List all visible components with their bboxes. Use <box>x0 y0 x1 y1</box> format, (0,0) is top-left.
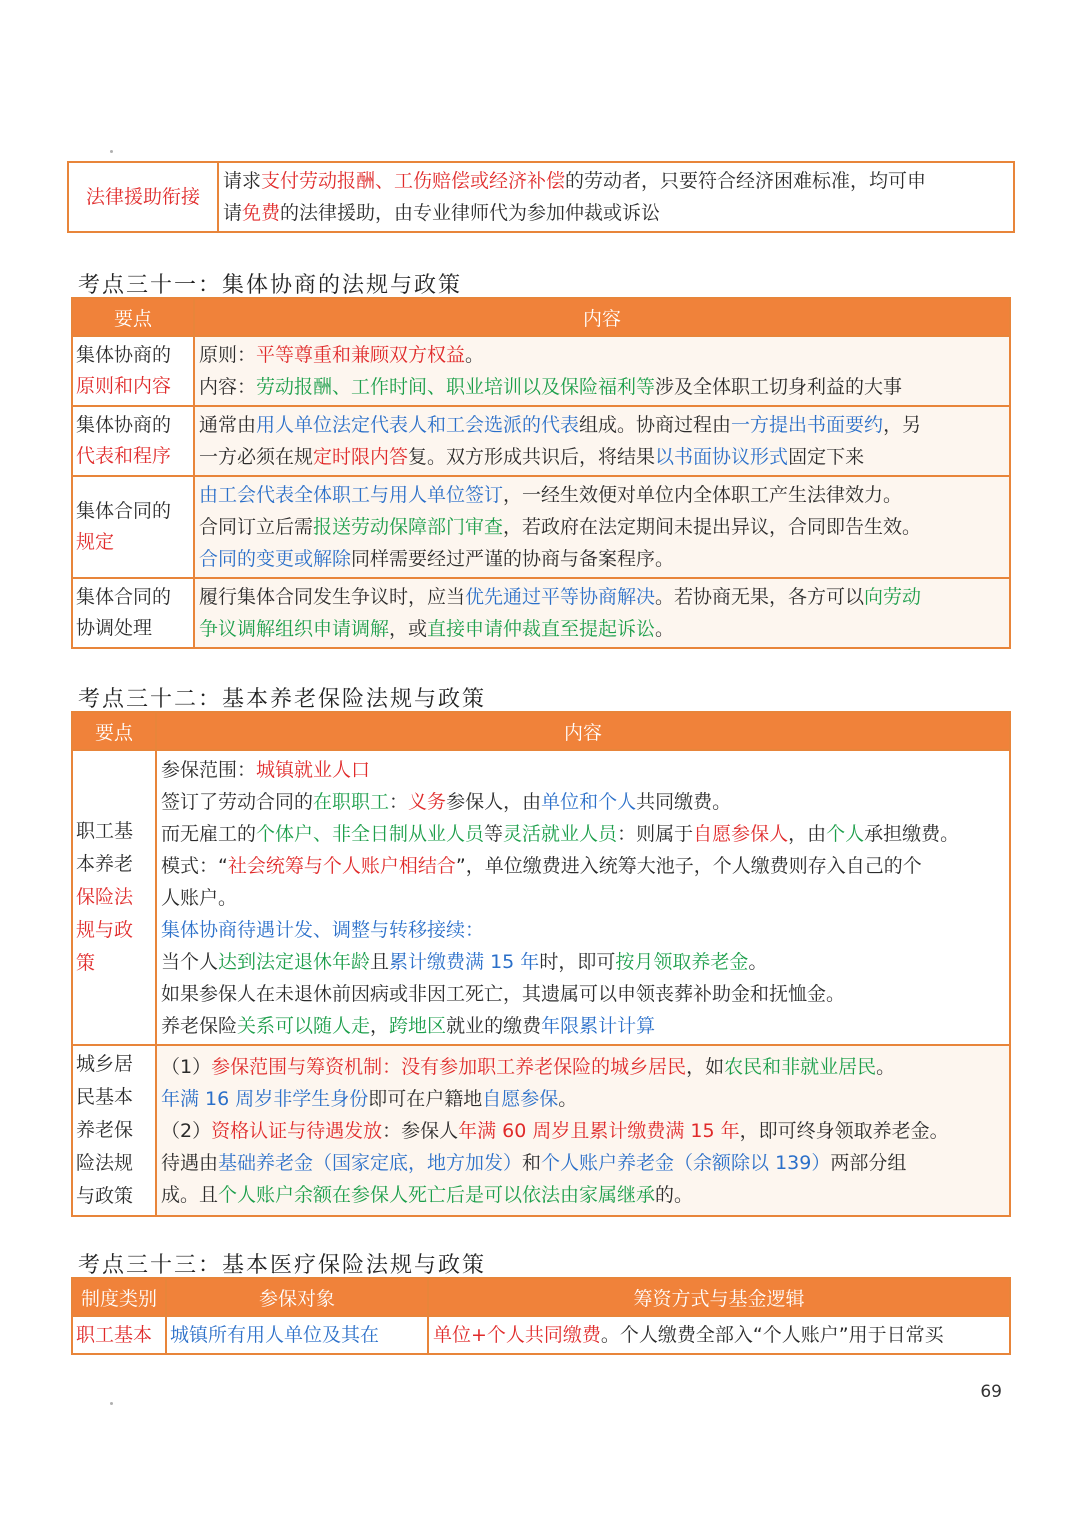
text-segment: 。 <box>876 1055 896 1078</box>
scan-dot <box>110 1402 113 1405</box>
text-segment: 如果参保人在未退休前因病或非因工死亡，其遗属可以申领丧葬补助金和抚恤金。 <box>161 982 846 1005</box>
row-key <box>72 406 194 476</box>
text-segment: 单位和个人 <box>541 790 637 813</box>
text-segment: 平等尊重和兼顾双方权益 <box>256 344 466 366</box>
content-line <box>199 581 1005 613</box>
content-line <box>161 1115 1005 1147</box>
text-segment: 人账户。 <box>161 886 238 909</box>
text-segment: 向劳动 <box>864 586 922 608</box>
text-segment: 年满 60 周岁且累计缴费满 15 年 <box>458 1119 740 1142</box>
section31-table <box>71 297 1011 649</box>
text-segment: ，另 <box>883 414 922 436</box>
section-title-33: 考点三十三：基本医疗保险法规与政策 <box>78 1253 487 1278</box>
text-segment: ，若政府在法定期间未提出异议，合同即告生效。 <box>503 516 922 538</box>
text-segment: 请 <box>223 202 243 224</box>
text-segment: 职工基 <box>76 820 134 842</box>
text-segment: ，或 <box>389 618 428 640</box>
content-line <box>161 882 1005 914</box>
text-segment: 定时限内答 <box>313 446 409 468</box>
text-segment: 的。 <box>655 1183 694 1206</box>
key-line <box>76 613 190 644</box>
text-segment: 请求 <box>223 170 262 192</box>
content-line <box>199 409 1005 441</box>
text-segment: 。若协商无果，各方可以 <box>655 586 865 608</box>
text-segment: 集体合同的 <box>76 500 172 522</box>
cell-line <box>433 1319 1005 1351</box>
key-line <box>76 881 152 914</box>
content-line <box>199 371 1005 403</box>
section-title-31: 考点三十一：集体协商的法规与政策 <box>78 273 463 298</box>
text-segment: 单位+个人共同缴费 <box>433 1324 601 1346</box>
key-line <box>76 582 190 613</box>
row-content <box>194 476 1010 578</box>
key-line <box>76 410 190 441</box>
text-segment: 集体协商的 <box>76 414 172 436</box>
text-segment: （2） <box>161 1119 212 1142</box>
key-line <box>76 815 152 848</box>
row-key <box>72 578 194 648</box>
text-segment: 按月领取养老金 <box>615 950 749 973</box>
content-line <box>199 543 1005 575</box>
header-funding: 筹资方式与基金逻辑 <box>428 1278 1010 1316</box>
row-key <box>68 162 218 232</box>
content-line <box>161 1083 1005 1115</box>
page-number: 69 <box>980 1382 1002 1402</box>
text-segment: ，如 <box>686 1055 725 1078</box>
text-segment: 基础养老金（国家定底，地方加发） <box>218 1151 523 1174</box>
text-segment: 承担缴费。 <box>864 822 960 845</box>
key-line <box>76 1081 152 1114</box>
text-segment: 义务 <box>408 790 447 813</box>
text-segment: 累计缴费满 15 年 <box>389 950 540 973</box>
text-segment: 资格认证与待遇发放 <box>211 1119 383 1142</box>
text-segment: 一方必须在规 <box>199 446 314 468</box>
header-content: 内容 <box>156 712 1010 750</box>
text-segment: 策 <box>76 952 96 974</box>
text-segment: 合同的变更或解除 <box>199 548 352 570</box>
key-line <box>76 527 190 558</box>
text-segment: 原则： <box>199 344 257 366</box>
row-content <box>194 406 1010 476</box>
text-segment: 签订了劳动合同的 <box>161 790 314 813</box>
text-segment: 民基本 <box>76 1086 134 1108</box>
text-segment: 的劳动者，只要符合经济困难标准，均可申 <box>565 170 927 192</box>
content-line <box>199 511 1005 543</box>
content-line <box>199 441 1005 473</box>
text-segment: 的法律援助，由专业律师代为参加仲裁或诉讼 <box>280 202 661 224</box>
text-segment: 待遇由 <box>161 1151 219 1174</box>
row-content <box>156 1045 1010 1216</box>
text-segment: 集体协商的 <box>76 344 172 366</box>
content-line <box>199 479 1005 511</box>
legal-aid-table <box>67 161 1015 233</box>
content-line <box>161 818 1005 850</box>
scan-dot <box>110 150 113 153</box>
cell-line <box>76 1320 162 1351</box>
row-key <box>72 476 194 578</box>
header-key: 要点 <box>72 712 156 750</box>
section33-table <box>71 1277 1011 1355</box>
key-line <box>76 1147 152 1180</box>
row-key <box>72 336 194 406</box>
text-segment: 就业的缴费 <box>446 1014 542 1037</box>
text-segment: 由工会代表全体职工与用人单位签订 <box>199 484 504 506</box>
text-segment: 模式：“ <box>161 854 228 877</box>
text-segment: 达到法定退休年龄 <box>218 950 371 973</box>
key-line <box>76 1180 152 1213</box>
text-segment: 等 <box>484 822 504 845</box>
content-line <box>161 850 1005 882</box>
text-segment: 履行集体合同发生争议时，应当 <box>199 586 466 608</box>
text-segment: 以书面协议形式 <box>655 446 789 468</box>
text-segment: 保险法 <box>76 886 134 908</box>
text-segment: ”，单位缴费进入统筹大池子，个人缴费则存入自己的个 <box>455 854 922 877</box>
content-line <box>161 786 1005 818</box>
header-insured: 参保对象 <box>166 1278 428 1316</box>
text-segment: 养老保 <box>76 1119 134 1141</box>
text-segment: 和 <box>522 1151 542 1174</box>
text-segment: 城乡居 <box>76 1053 134 1075</box>
text-segment: 而无雇工的 <box>161 822 257 845</box>
content-line <box>161 754 1005 786</box>
key-line <box>76 371 190 402</box>
cell-funding <box>428 1316 1010 1354</box>
text-segment: 涉及全体职工切身利益的大事 <box>655 376 903 398</box>
text-segment: 职工基本 <box>76 1323 153 1346</box>
text-segment: 灵活就业人员 <box>503 822 618 845</box>
text-segment: 年满 16 周岁非学生身份 <box>161 1087 369 1110</box>
text-segment: 本养老 <box>76 853 134 875</box>
text-segment: 用人单位法定代表人和工会选派的代表 <box>256 414 580 436</box>
cell-insured <box>166 1316 428 1354</box>
text-segment: 城镇就业人口 <box>256 758 371 781</box>
text-segment: 规与政 <box>76 919 134 941</box>
text-segment: ： <box>389 790 409 813</box>
text-segment: 。 <box>465 344 485 366</box>
key-line <box>76 848 152 881</box>
text-segment: 年限累计计算 <box>541 1014 656 1037</box>
text-segment: 组成。协商过程由 <box>579 414 732 436</box>
text-segment: 自愿参保 <box>482 1087 559 1110</box>
text-segment: 且 <box>370 950 390 973</box>
text-segment: 参保范围与筹资机制：没有参加职工养老保险的城乡居民 <box>211 1055 687 1078</box>
text-segment: ，由 <box>788 822 827 845</box>
text-segment: 直接申请仲裁直至提起诉讼 <box>427 618 656 640</box>
text-segment: 集体合同的 <box>76 586 172 608</box>
key-line <box>76 441 190 472</box>
key-line <box>76 947 152 980</box>
text-segment: 社会统筹与个人账户相结合 <box>227 854 456 877</box>
key-line <box>76 1048 152 1081</box>
text-segment: 个体户、非全日制从业人员 <box>256 822 485 845</box>
text-segment: 两部分组 <box>830 1151 907 1174</box>
text-segment: 内容： <box>199 376 257 398</box>
content-line <box>161 1147 1005 1179</box>
text-segment: 个人 <box>826 822 865 845</box>
row-content <box>194 578 1010 648</box>
text-segment: 支付劳动报酬、工伤赔偿或经济补偿 <box>261 170 566 192</box>
text-segment: 争议调解组织申请调解 <box>199 618 390 640</box>
text-segment: 自愿参保人 <box>693 822 789 845</box>
text-segment: 。 <box>655 618 675 640</box>
content-line <box>161 978 1005 1010</box>
content-line <box>161 1051 1005 1083</box>
row-key <box>72 1045 156 1216</box>
text-segment: 报送劳动保障部门审查 <box>313 516 504 538</box>
text-segment: 个人账户养老金（余额除以 139） <box>541 1151 831 1174</box>
text-segment: 。个人缴费全部入“个人账户”用于日常买 <box>600 1324 944 1346</box>
text-segment: ，一经生效便对单位内全体职工产生法律效力。 <box>503 484 903 506</box>
text-segment: 规定 <box>76 531 115 553</box>
text-segment: 劳动报酬、工作时间、职业培训以及保险福利等 <box>256 376 656 398</box>
text-segment: 合同订立后需 <box>199 516 314 538</box>
text-segment: 个人账户余额在参保人死亡后是可以依法由家属继承 <box>218 1183 656 1206</box>
header-category: 制度类别 <box>72 1278 166 1316</box>
text-segment: 。 <box>558 1087 578 1110</box>
text-segment: （1） <box>161 1055 212 1078</box>
text-segment: 城镇所有用人单位及其在 <box>170 1323 380 1346</box>
text-segment: 关系可以随人走 <box>237 1014 371 1037</box>
text-segment: ：参保人 <box>382 1119 459 1142</box>
cell-category <box>72 1316 166 1354</box>
text-segment: ，即可终身领取养老金。 <box>739 1119 949 1142</box>
text-segment: 跨地区 <box>389 1014 447 1037</box>
text-segment: 代表和程序 <box>76 445 172 467</box>
key-line <box>76 1114 152 1147</box>
content-line <box>161 1179 1005 1211</box>
text-segment: 参保人，由 <box>446 790 542 813</box>
text-segment: 复。双方形成共识后，将结果 <box>408 446 656 468</box>
key-line <box>76 340 190 371</box>
text-segment: 同样需要经过严谨的协商与备案程序。 <box>351 548 675 570</box>
header-content: 内容 <box>194 298 1010 336</box>
content-line <box>161 914 1005 946</box>
content-line <box>223 165 1009 197</box>
text-segment: 协调处理 <box>76 617 153 639</box>
text-segment: ：则属于 <box>617 822 694 845</box>
row-content <box>218 162 1014 232</box>
text-segment: 养老保险 <box>161 1014 238 1037</box>
text-segment: ， <box>370 1014 390 1037</box>
content-line <box>199 339 1005 371</box>
text-segment: 农民和非就业居民 <box>724 1055 877 1078</box>
text-segment: 集体协商待遇计发、调整与转移接续： <box>161 918 485 941</box>
section32-table <box>71 711 1011 1217</box>
text-segment: 即可在户籍地 <box>368 1087 483 1110</box>
row-key-text: 法律援助衔接 <box>85 185 200 208</box>
cell-line <box>170 1320 424 1351</box>
content-line <box>199 613 1005 645</box>
row-content <box>156 750 1010 1045</box>
text-segment: 通常由 <box>199 414 257 436</box>
text-segment: 。 <box>748 950 768 973</box>
text-segment: 原则和内容 <box>76 375 172 397</box>
row-key <box>72 750 156 1045</box>
content-line <box>161 1010 1005 1042</box>
content-line <box>223 197 1009 229</box>
text-segment: 共同缴费。 <box>636 790 732 813</box>
text-segment: 在职职工 <box>313 790 390 813</box>
text-segment: 固定下来 <box>788 446 865 468</box>
header-key: 要点 <box>72 298 194 336</box>
key-line <box>76 914 152 947</box>
text-segment: 当个人 <box>161 950 219 973</box>
key-line <box>76 496 190 527</box>
text-segment: 险法规 <box>76 1152 134 1174</box>
text-segment: 成。且 <box>161 1183 219 1206</box>
text-segment: 优先通过平等协商解决 <box>465 586 656 608</box>
text-segment: 免费 <box>242 202 281 224</box>
text-segment: 参保范围： <box>161 758 257 781</box>
text-segment: 时，即可 <box>539 950 616 973</box>
text-segment: 一方提出书面要约 <box>731 414 884 436</box>
text-segment: 与政策 <box>76 1185 134 1207</box>
section-title-32: 考点三十二：基本养老保险法规与政策 <box>78 687 487 712</box>
row-content <box>194 336 1010 406</box>
content-line <box>161 946 1005 978</box>
